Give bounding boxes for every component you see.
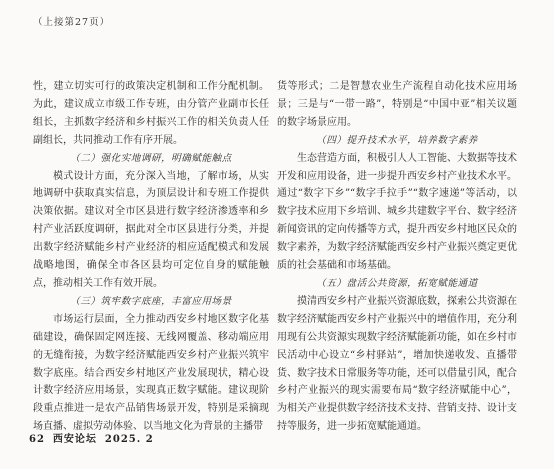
page-footer	[29, 430, 162, 445]
left-column	[33, 78, 269, 436]
continued-from-note: （上接第27页）	[33, 17, 111, 28]
paragraph: 生态营造方面，积极引人人工智能、大数据等技术开发和应用设备，进一步提升西安乡村产业技术水平。通过“数字下乡”“数字手拉手”“数字速递”等活动，以数字技术应用下乡培训、城乡共建数字平台、数字经济新闻资讯的定向传播等方式，提升西安乡村地区民众的数字素养，为数字经济赋能西安乡村产业振兴奠定更优质的社会基础和市场基础。	[277, 152, 517, 272]
journal-name: 西安论坛	[52, 434, 97, 445]
section-heading: （四）提升技术水平，培养数字素养	[316, 134, 478, 146]
paragraph: 货等形式；二是智慧农业生产流程自动化技术应用场景；三是与“一带一路”，特别是“中国中亚”相关议题的数字场景应用。	[277, 81, 517, 128]
paragraph: 摸清西安乡村产业振兴资源底数，探索公共资源在数字经济赋能西安乡村产业振兴中的增值作用，充分利用现有公共资源实现数字经济赋能新功能，如在乡村市民活动中心设立“乡村驿站”，增加快递收发、直播带货、数字技术日常服务等功能，还可以借量引风，配合乡村产业振兴的现实需要布局“数字经济赋能中心”，为相关产业提供数字经济技术支持、营销支持、设计支持等服务，进一步拓宽赋能通道。	[277, 295, 517, 433]
section-heading: （五）盘活公共资源，拓宽赋能通道	[316, 277, 478, 289]
section-heading: （二）强化实地调研，明确赋能触点	[70, 152, 232, 164]
paragraph: 市场运行层面，全力推动西安乡村地区数字化基础建设，确保固定网连接、无线网覆盖、移动端应用的无缝衔接，为数字经济赋能西安乡村产业振兴筑牢数字底座。结合西安乡村地区产业发展现状，精心设计数字经济应用场景，实现真正数字赋能。建议现阶段重点推进一是农产品销售场景开发，特别是采摘现场直播、虚拟劳动体验、以当地文化为背景的主播带	[33, 313, 269, 433]
right-column	[277, 78, 517, 436]
page-number: 62	[29, 434, 45, 445]
section-heading: （三）筑牢数字底座，丰富应用场景	[70, 295, 232, 307]
paragraph: 模式设计方面，充分深入当地，了解市场，从实地调研中获取真实信息，为顶层设计和专班工作提供决策依据。建议对全市区县进行数字经济渗透率和乡村产业活跃度调研，据此对全市区县进行分类，并提出数字经济赋能乡村产业经济的相应适配模式和发展战略地图，确保全市各区县均可定位自身的赋能触点，推动相关工作有效开展。	[33, 170, 269, 289]
issue-number: 2025. 2	[104, 434, 154, 445]
paragraph: 性，建立切实可行的政策决定机制和工作分配机制。为此，建议成立市级工作专班，由分管产业副市长任组长，主抓数字经济和乡村振兴工作的相关负责人任副组长，共同推动工作有序开展。	[33, 81, 269, 146]
